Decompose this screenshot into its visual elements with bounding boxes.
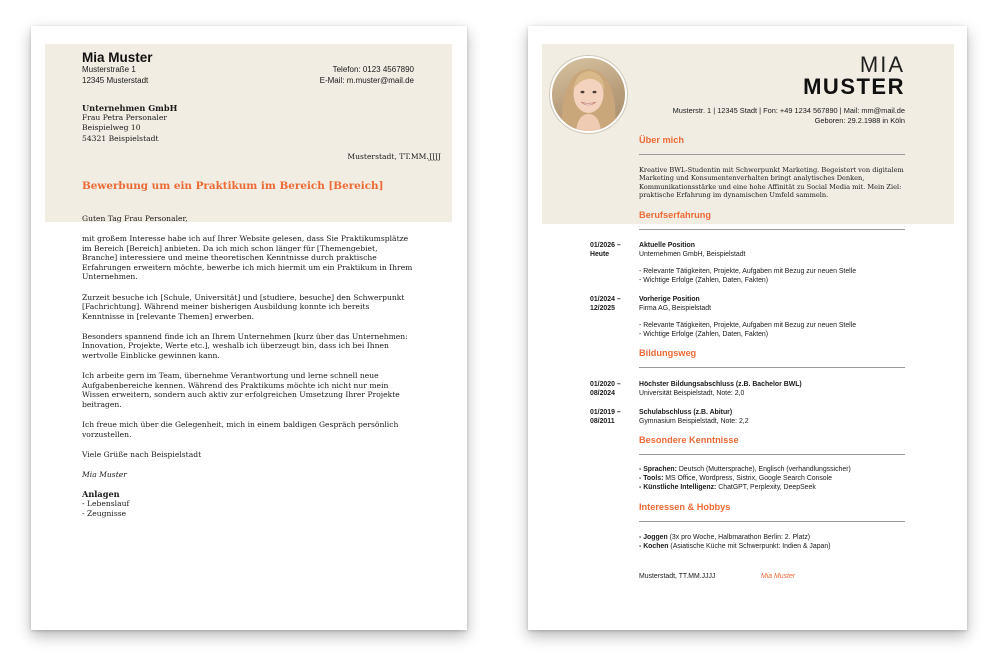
date-start: 01/2020 – [590, 381, 621, 388]
skill-label: - Tools: [639, 475, 664, 482]
profile-photo [550, 56, 627, 133]
hobby-label: - Kochen [639, 543, 669, 550]
date-end: 08/2024 [590, 390, 615, 397]
experience-date [590, 241, 621, 259]
letter-paragraph [82, 293, 422, 322]
text-line: wertvolle Einblicke gewinnen kann. [82, 351, 220, 361]
position-org: Unternehmen GmbH, Beispielstadt [639, 251, 746, 258]
annex-title: Anlagen [82, 488, 120, 499]
text-line: [Fachrichtung]. Während meiner bisherigen Ausbildung konnte ich bereits [82, 302, 370, 312]
hobby-text: (Asiatische Küche mit Schwerpunkt: Indien & Japan) [668, 543, 831, 550]
date-start: 01/2026 – [590, 242, 621, 249]
position-title: Vorherige Position [639, 296, 700, 303]
letter-subject: Bewerbung um ein Praktikum im Bereich [Bereich] [82, 180, 384, 192]
portrait-illustration [552, 58, 625, 131]
skills-list [639, 465, 851, 492]
annex-item: - Lebenslauf [82, 499, 130, 509]
text-line: Unternehmen. [82, 272, 138, 282]
experience-entry [639, 295, 711, 313]
hobby-text: (3x pro Woche, Halbmarathon Berlin: 2. Platz) [667, 534, 811, 541]
letter-signature: Mia Muster [82, 469, 127, 479]
position-org: Firma AG, Beispielstadt [639, 305, 711, 312]
text-line: Branche] interessiere und meine theoretischen Kenntnisse durch praktische [82, 253, 377, 263]
section-title-education: Bildungsweg [639, 348, 697, 358]
letter-body [82, 214, 422, 519]
sender-name: Mia Muster [82, 50, 153, 65]
experience-bullets [639, 321, 856, 339]
sender-phone: Telefon: 0123 4567890 [332, 65, 414, 74]
cv-first-name: MIA [859, 52, 905, 77]
recipient-company: Unternehmen GmbH [82, 103, 178, 113]
hobby-item [639, 533, 831, 542]
text-line: Ich freue mich über die Gelegenheit, mich in einem baldigen Gespräch persönlich [82, 420, 399, 429]
position-title: Aktuelle Position [639, 242, 695, 249]
text-line: vorzustellen. [82, 429, 132, 439]
sender-email: E-Mail: m.muster@mail.de [319, 75, 414, 85]
education-entry [639, 380, 802, 398]
section-title-hobbies: Interessen & Hobbys [639, 502, 731, 512]
bullet-item: - Wichtige Erfolge (Zahlen, Daten, Fakten) [639, 331, 769, 338]
experience-bullets [639, 267, 856, 285]
degree-title: Schulabschluss (z.B. Abitur) [639, 409, 733, 416]
skill-item [639, 465, 851, 474]
section-divider [639, 521, 905, 522]
letter-paragraph [82, 371, 422, 409]
cover-letter-page [31, 26, 467, 630]
cv-last-name: MUSTER [803, 74, 905, 99]
recipient-city: 54321 Beispielstadt [82, 133, 159, 143]
about-text: Kreative BWL-Studentin mit Schwerpunkt Marketing. Begeistert von digitalem Marketing und Konsumentenverhalten bringt analytisches Denken, Kommunikationsstärke und eine hohe Affinität zu Social Media mit. Mein Ziel: praktische Erfahrung im dynamischen Umfeld sammeln. [639, 166, 904, 200]
letter-paragraph [82, 234, 422, 282]
skill-text: ChatGPT, Perplexity, DeepSeek [716, 484, 816, 491]
section-title-experience: Berufserfahrung [639, 210, 711, 220]
education-entry [639, 408, 749, 426]
letter-greeting: Guten Tag Frau Personaler, [82, 214, 188, 223]
bullet-item: - Relevante Tätigkeiten, Projekte, Aufgaben mit Bezug zur neuen Stelle [639, 322, 857, 329]
section-divider [639, 229, 905, 230]
cv-place-date: Musterstadt, TT.MM.JJJJ [639, 573, 716, 580]
degree-title: Höchster Bildungsabschluss (z.B. Bachelor BWL) [639, 381, 802, 388]
section-divider [639, 367, 905, 368]
education-date [590, 380, 621, 398]
date-end: 08/2011 [590, 418, 615, 425]
text-line: Aufgabenbereiche kennen. Während des Praktikums möchte ich nicht nur mein [82, 380, 389, 390]
cv-contact [673, 106, 905, 126]
skill-label: - Sprachen: [639, 466, 677, 473]
hobby-item [639, 542, 831, 551]
sender-address [82, 65, 148, 86]
sender-city: 12345 Musterstadt [82, 75, 149, 85]
place-date: Musterstadt, TT.MM.JJJJ [347, 152, 441, 161]
bullet-item: - Wichtige Erfolge (Zahlen, Daten, Fakten) [639, 277, 769, 284]
sender-street: Musterstraße 1 [82, 65, 136, 74]
section-title-about: Über mich [639, 135, 684, 145]
bullet-item: - Relevante Tätigkeiten, Projekte, Aufgaben mit Bezug zur neuen Stelle [639, 268, 857, 275]
text-line: Erfahrungen erweitern möchte, bewerbe ich mich hiermit um ein Praktikum in Ihrem [82, 262, 413, 272]
experience-entry [639, 241, 745, 259]
skill-label: - Künstliche Intelligenz: [639, 484, 717, 491]
letter-paragraph [82, 332, 422, 361]
text-line: beitragen. [82, 399, 122, 409]
hobbies-list [639, 533, 831, 551]
letter-closing: Viele Grüße nach Beispielstadt [82, 449, 202, 459]
cv-birth-line: Geboren: 29.2.1988 in Köln [814, 116, 905, 125]
experience-date [590, 295, 621, 313]
date-start: 01/2019 – [590, 409, 621, 416]
cv-signature: Mia Muster [761, 573, 796, 580]
section-divider [639, 154, 905, 155]
text-line: Innovation, Projekte, Werte etc.], weshalb ich überzeugt bin, dass ich bei Ihnen [82, 341, 389, 351]
text-line: im Bereich [Bereich] anbieten. Da ich mich schon länger für [Themengebiet, [82, 243, 378, 253]
date-start: 01/2024 – [590, 296, 621, 303]
cv-contact-line: Musterstr. 1 | 12345 Stadt | Fon: +49 1234 567890 | Mail: mm@mail.de [672, 106, 905, 115]
section-title-skills: Besondere Kenntnisse [639, 435, 739, 445]
letter-paragraph [82, 420, 422, 439]
annex-item: - Zeugnisse [82, 509, 127, 519]
date-end: Heute [590, 251, 610, 258]
skill-item [639, 483, 851, 492]
text-line: mit großem Interesse habe ich auf Ihrer Website gelesen, dass Sie Praktikumsplätze [82, 234, 409, 244]
text-line: Besonders spannend finde ich an Ihrem Unternehmen [kurz über das Unternehmen: [82, 331, 408, 341]
education-date [590, 408, 621, 426]
degree-org: Universität Beispielstadt, Note: 2,0 [639, 390, 745, 397]
text-line: Zurzeit besuche ich [Schule, Universität] und [studiere, besuche] den Schwerpunkt [82, 292, 405, 302]
text-line: Ich arbeite gern im Team, übernehme Verantwortung und lerne schnell neue [82, 371, 379, 381]
date-end: 12/2025 [590, 305, 615, 312]
hobby-label: - Joggen [639, 534, 668, 541]
cv-page [528, 26, 967, 630]
section-divider [639, 454, 905, 455]
sender-contact [320, 65, 414, 86]
text-line: Kenntnisse in [relevante Themen] erwerben. [82, 311, 255, 321]
skill-text: Deutsch (Muttersprache), Englisch (verhandlungssicher) [676, 466, 851, 473]
skill-item [639, 474, 851, 483]
recipient-street: Beispielweg 10 [82, 123, 141, 133]
recipient-address [82, 103, 177, 144]
text-line: Wissen erweitern, sondern auch aktiv zur erfolgreichen Umsetzung Ihrer Projekte [82, 390, 400, 400]
degree-org: Gymnasium Beispielstadt, Note: 2,2 [639, 418, 749, 425]
recipient-person: Frau Petra Personaler [82, 113, 167, 123]
skill-text: MS Office, Wordpress, Sistrix, Google Search Console [663, 475, 833, 482]
